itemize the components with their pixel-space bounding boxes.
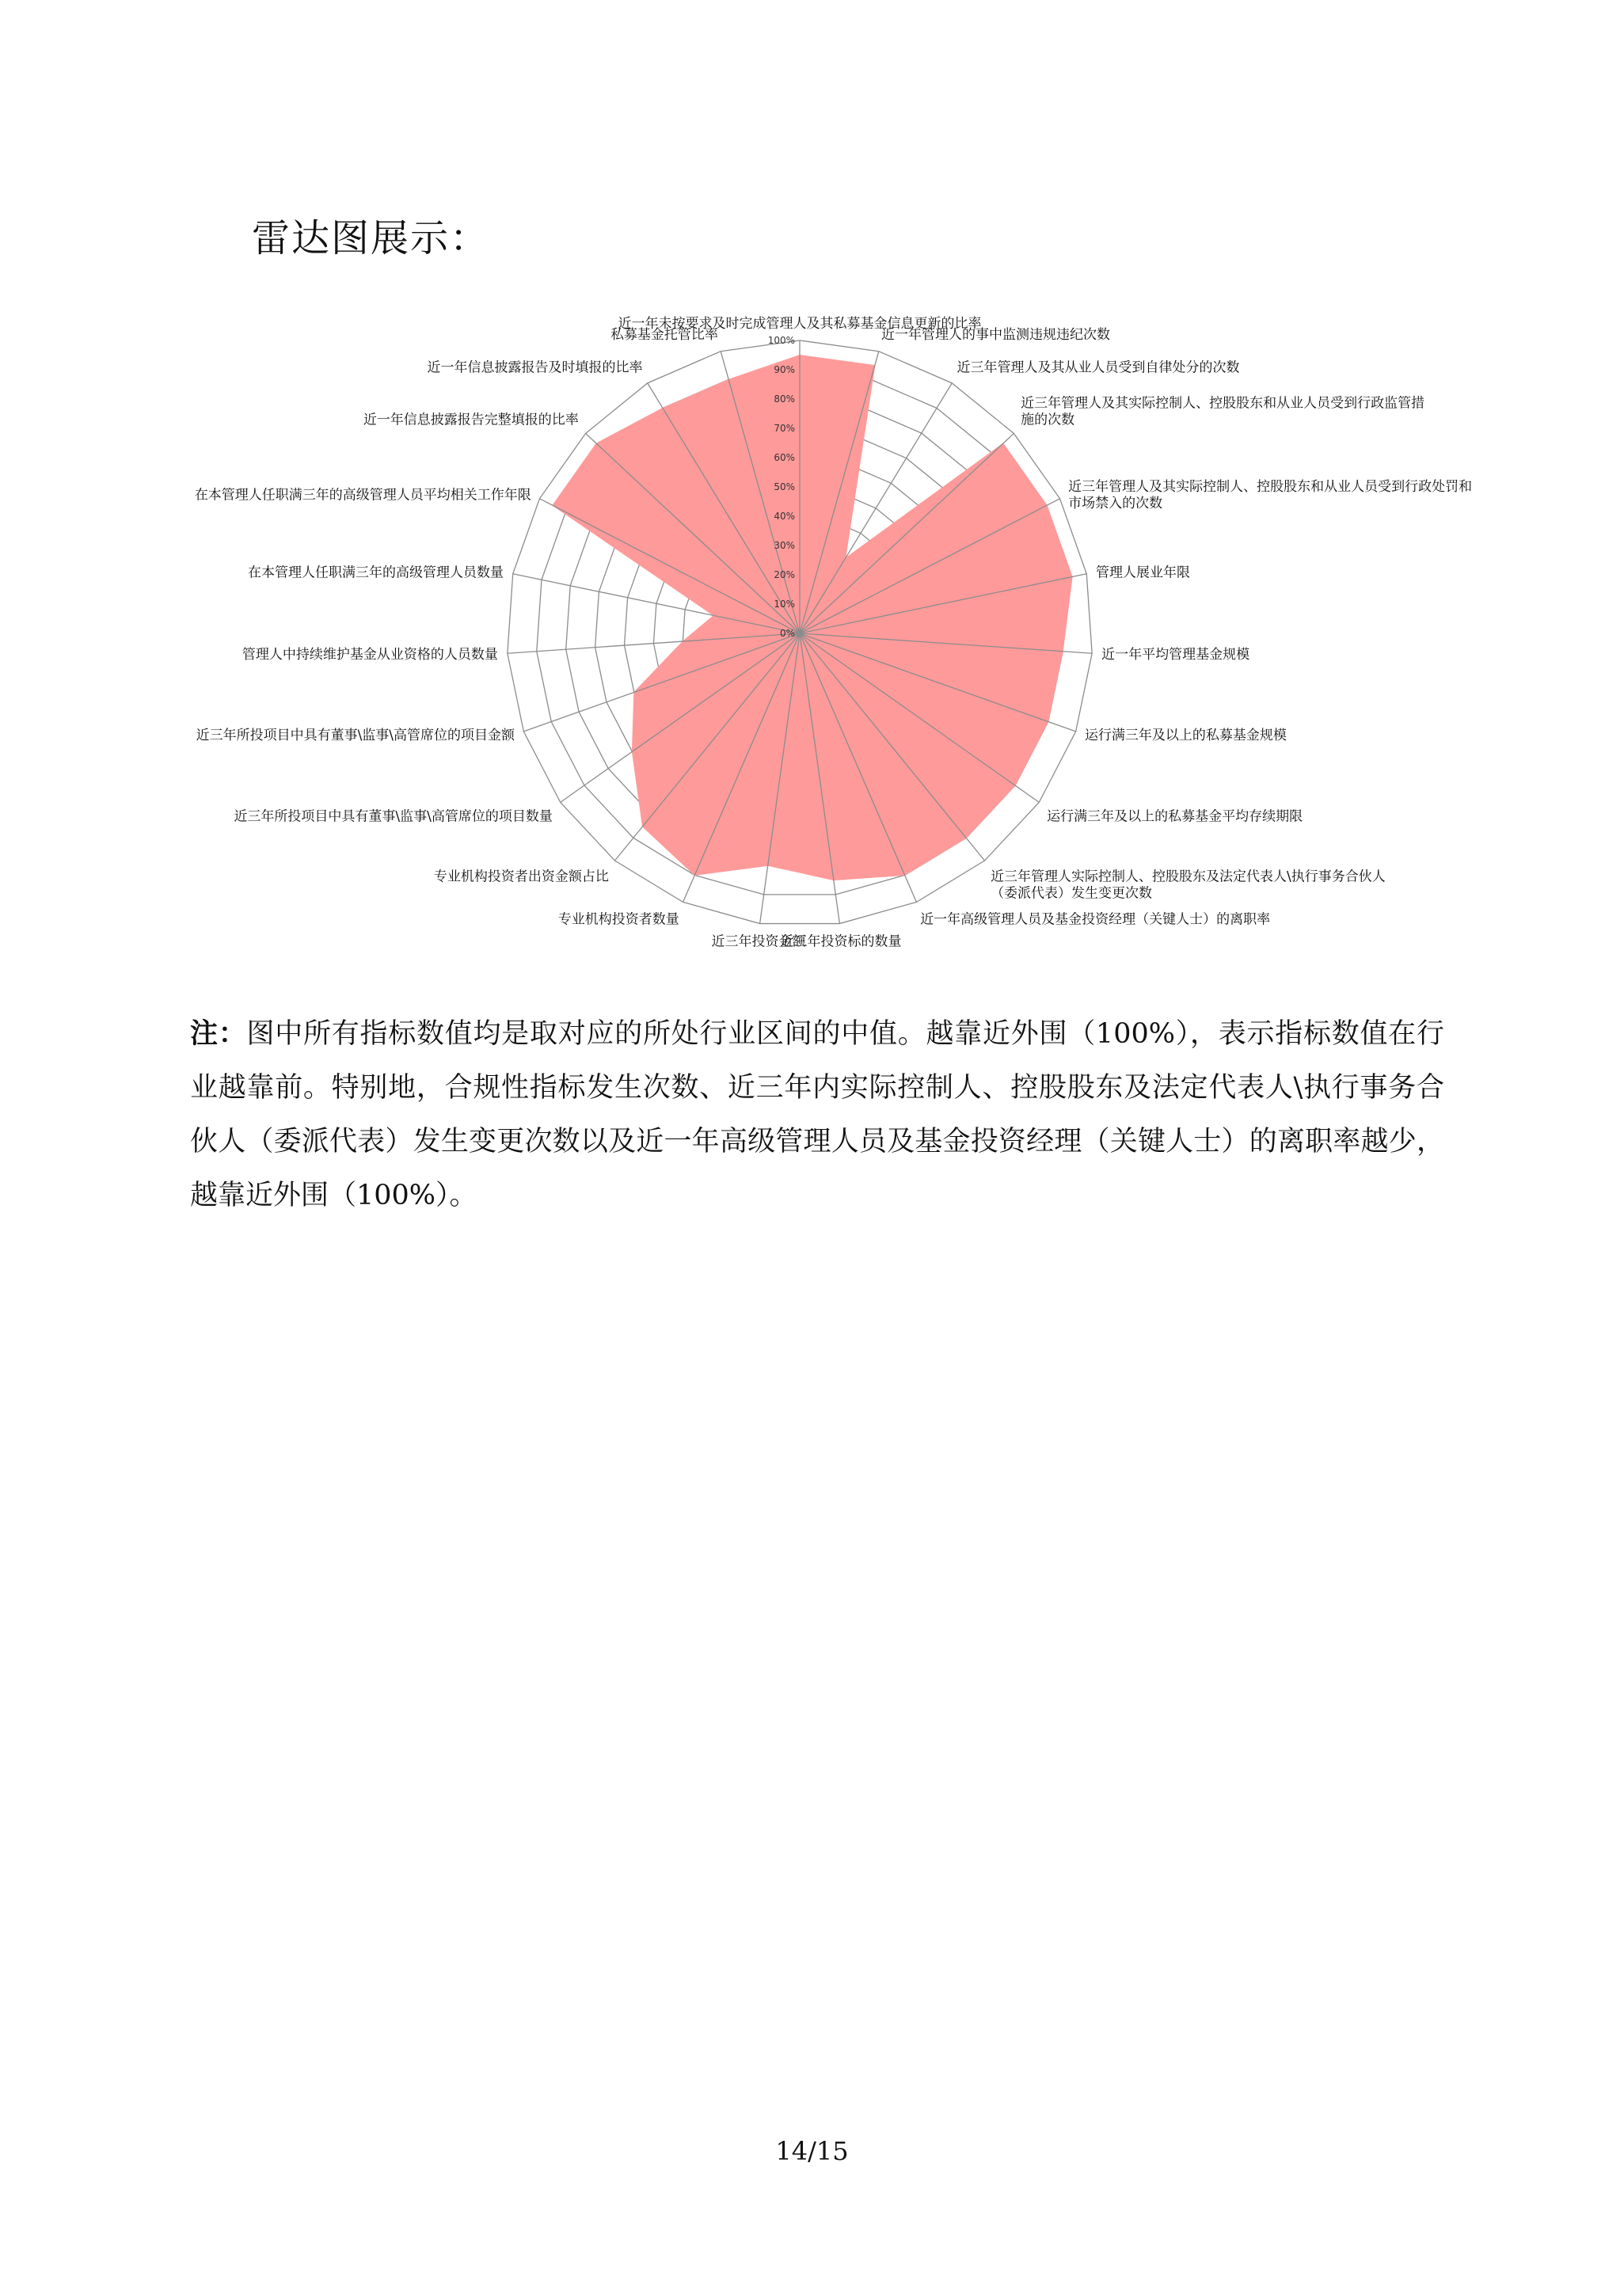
axis-label: 专业机构投资者数量 xyxy=(557,911,679,928)
tick-label: 60% xyxy=(774,452,795,463)
axis-label: 近三年投资标的数量 xyxy=(780,933,902,950)
axis-label: 管理人中持续维护基金从业资格的人员数量 xyxy=(242,647,498,663)
radar-area xyxy=(553,355,1072,880)
axis-label: 近三年投资金额 xyxy=(711,933,806,950)
tick-label: 70% xyxy=(774,423,795,434)
section-heading: 雷达图展示： xyxy=(252,216,490,260)
axis-label: 近三年管理人及其实际控制人、控股股东和从业人员受到行政处罚和市场禁入的次数 xyxy=(1068,478,1473,511)
tick-label: 30% xyxy=(774,540,795,551)
axis-label: 近三年管理人及其从业人员受到自律处分的次数 xyxy=(957,359,1240,376)
axis-label: 在本管理人任职满三年的高级管理人员平均相关工作年限 xyxy=(194,487,531,504)
axis-label: 近一年管理人的事中监测违规违纪次数 xyxy=(881,327,1111,344)
axis-label: 近一年平均管理基金规模 xyxy=(1101,647,1250,663)
tick-label: 20% xyxy=(774,569,795,580)
axis-label: 近三年管理人实际控制人、控股股东及法定代表人\执行事务合伙人（委派代表）发生变更次数 xyxy=(991,869,1386,902)
tick-label: 50% xyxy=(774,481,795,492)
axis-label: 运行满三年及以上的私募基金规模 xyxy=(1084,727,1287,743)
tick-label: 40% xyxy=(774,511,795,522)
tick-label: 90% xyxy=(774,364,795,375)
note-text: 图中所有指标数值均是取对应的所处行业区间的中值。越靠近外围（100%），表示指标数值在行业越靠前。特别地，合规性指标发生次数、近三年内实际控制人、控股股东及法定代表人\执行事务合伙人（委派代表）发生变更次数以及近一年高级管理人员及基金投资经理（关键人士）的离职率越少，越靠近外围（100%）。 xyxy=(190,1018,1444,1211)
radar-chart xyxy=(150,301,1481,966)
radar-series xyxy=(553,355,1072,880)
tick-label: 80% xyxy=(774,393,795,405)
tick-label: 100% xyxy=(767,335,795,346)
tick-label: 10% xyxy=(774,599,795,610)
axis-label: 运行满三年及以上的私募基金平均存续期限 xyxy=(1047,808,1303,825)
axis-label: 近一年信息披露报告及时填报的比率 xyxy=(427,359,643,376)
axis-label: 近三年所投项目中具有董事\监事\高管席位的项目数量 xyxy=(234,808,553,825)
axis-label: 近三年管理人及其实际控制人、控股股东和从业人员受到行政监管措施的次数 xyxy=(1021,395,1425,428)
axis-label: 近三年所投项目中具有董事\监事\高管席位的项目金额 xyxy=(196,727,515,743)
chart-note xyxy=(190,1007,1444,1222)
axis-label: 专业机构投资者出资金额占比 xyxy=(433,869,609,885)
tick-label: 0% xyxy=(779,628,795,639)
page-number: 14/15 xyxy=(775,2136,849,2166)
axis-label: 近一年信息披露报告完整填报的比率 xyxy=(363,412,579,428)
axis-label: 近一年高级管理人员及基金投资经理（关键人士）的离职率 xyxy=(920,911,1271,928)
note-head: 注： xyxy=(190,1017,247,1050)
axis-label: 私募基金托管比率 xyxy=(610,327,718,344)
axis-label: 管理人展业年限 xyxy=(1096,564,1191,581)
axis-label: 在本管理人任职满三年的高级管理人员数量 xyxy=(247,564,504,581)
axis-label: 近一年未按要求及时完成管理人及其私募基金信息更新的比率 xyxy=(618,316,982,332)
